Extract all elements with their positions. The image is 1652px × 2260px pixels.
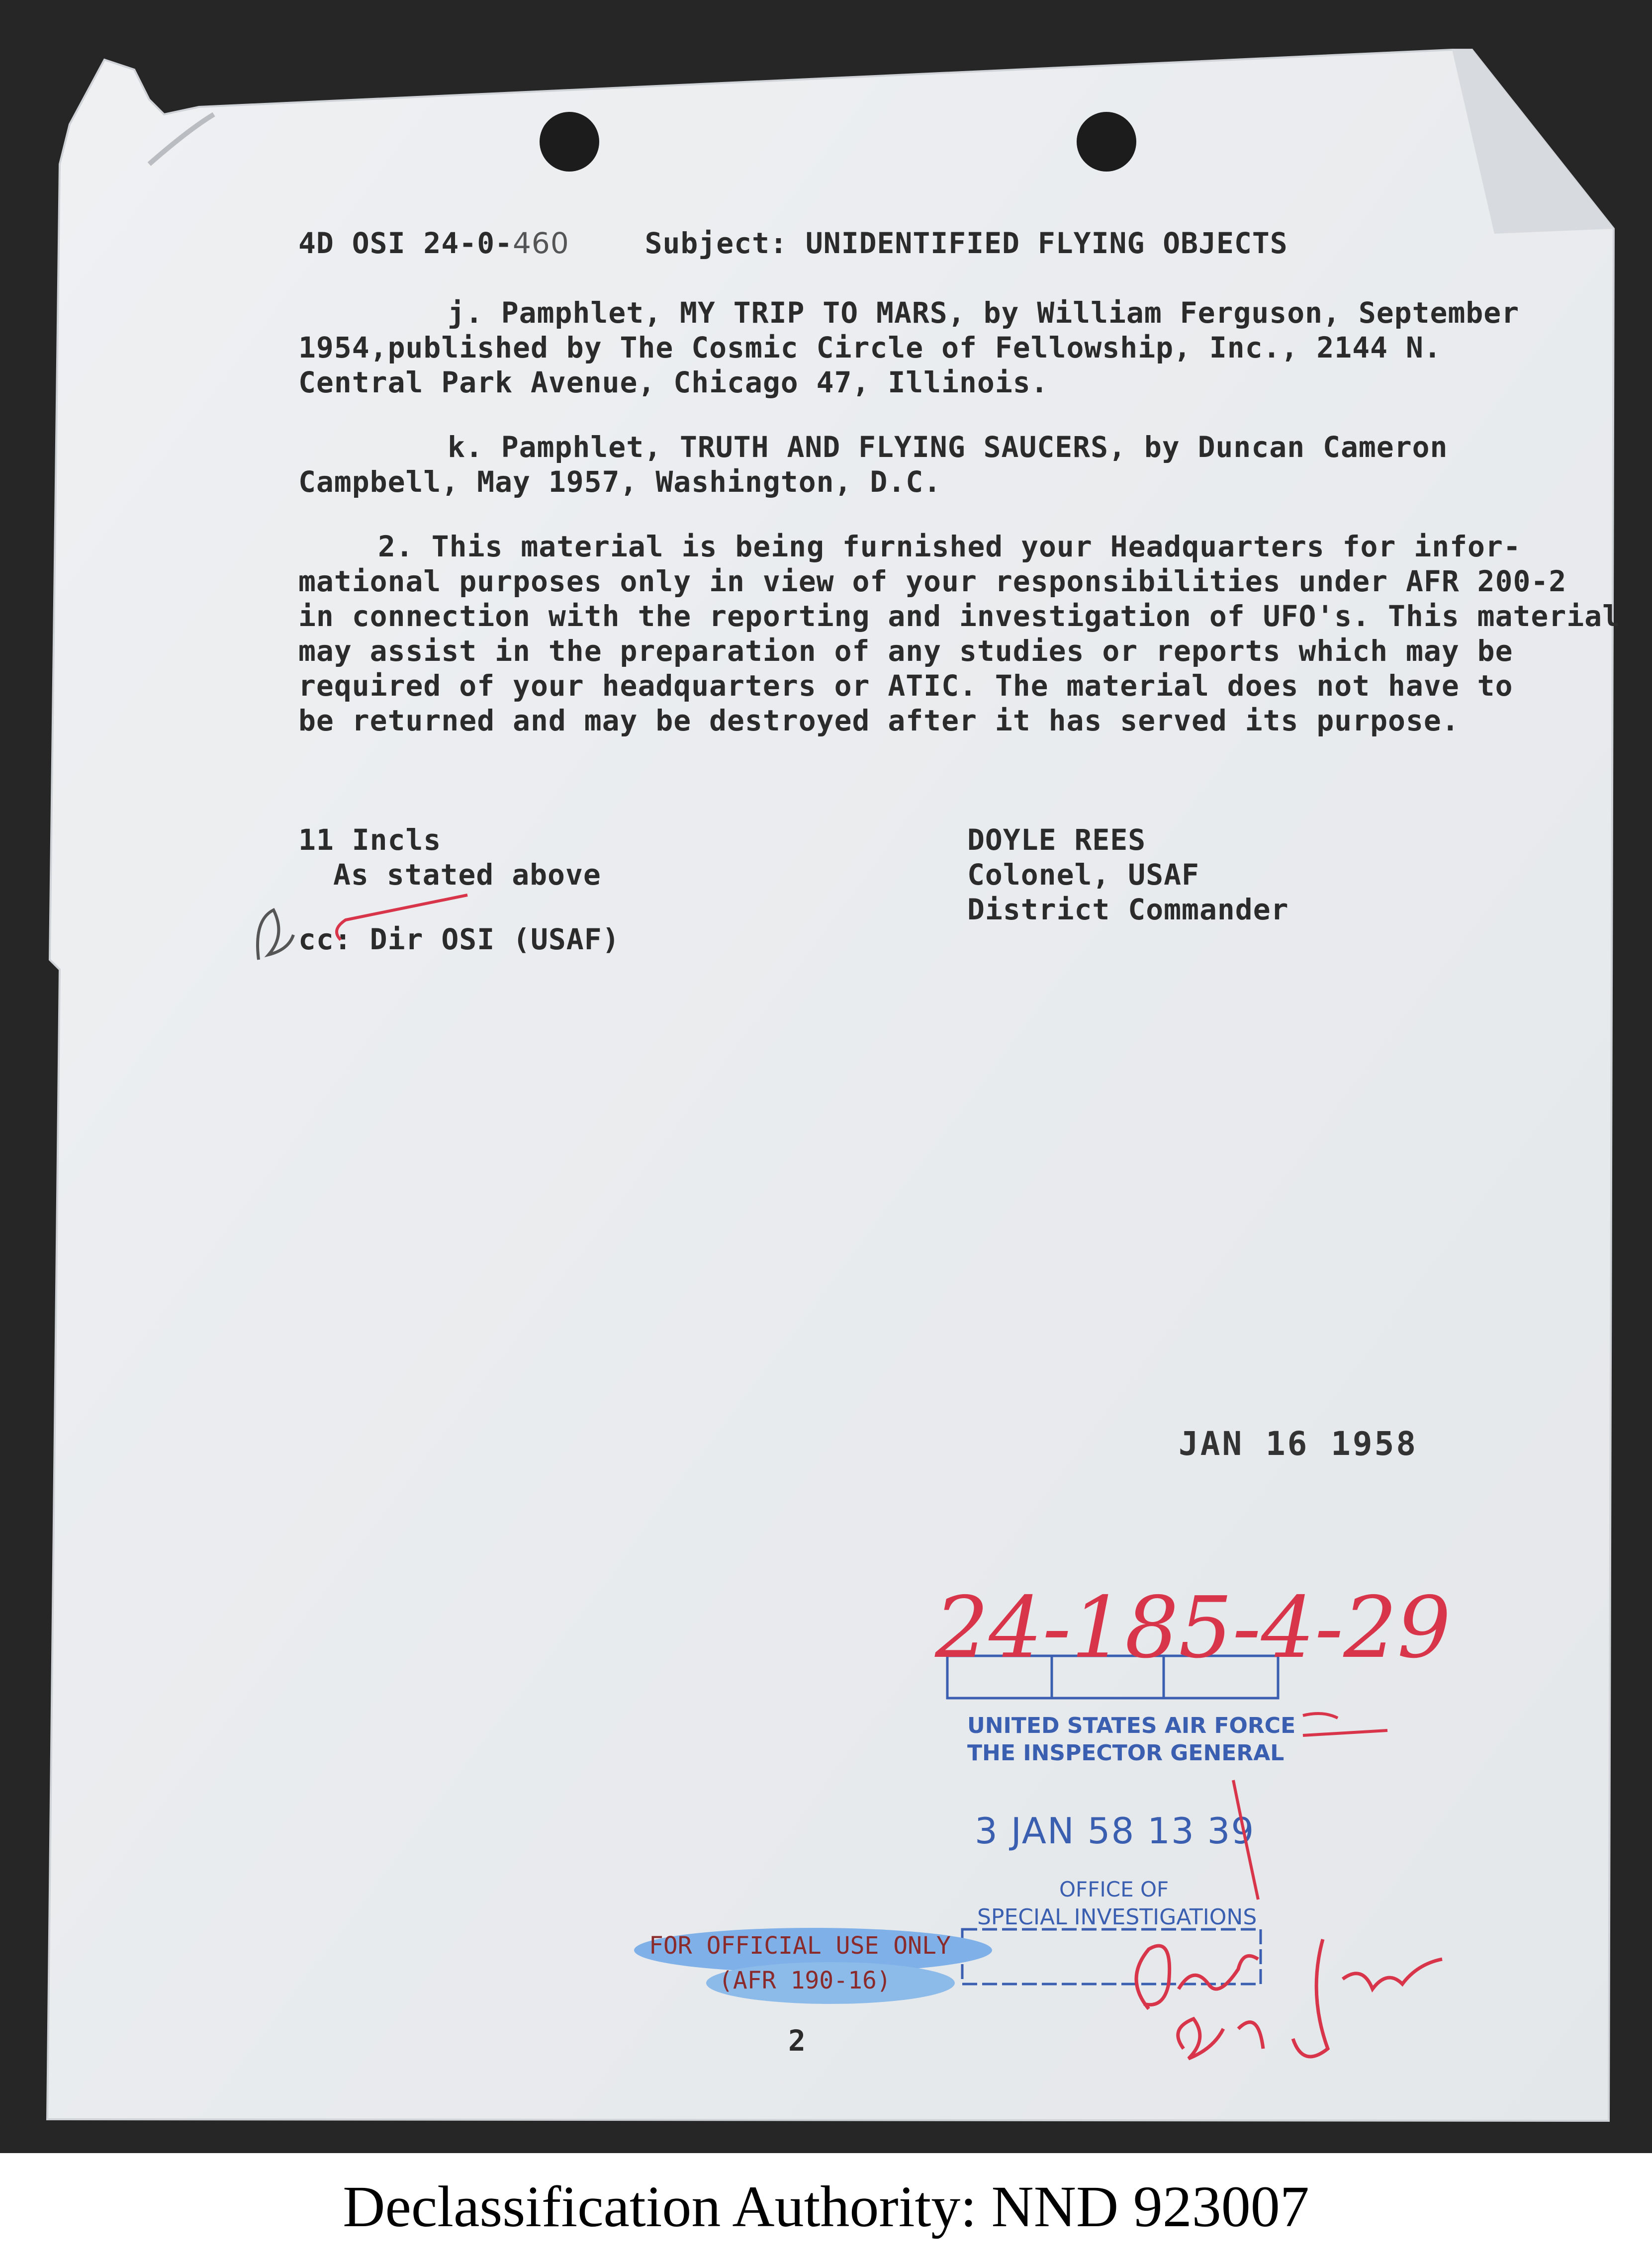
signature-title: District Commander [967, 893, 1289, 926]
page-number: 2 [788, 2024, 806, 2058]
paragraph-line: required of your headquarters or ATIC. The material does not have to [298, 669, 1513, 703]
paragraph-line: mational purposes only in view of your responsibilities under AFR 200-2 [298, 564, 1567, 598]
received-date-stamp: JAN 16 1958 [1179, 1425, 1418, 1463]
paragraph-line: j. Pamphlet, MY TRIP TO MARS, by William Ferguson, September [448, 296, 1520, 330]
inclosures-note: As stated above [333, 858, 601, 892]
file-reference-handwritten: 460 [513, 226, 569, 260]
carbon-copy: cc: Dir OSI (USAF) [298, 922, 620, 956]
paragraph-line: Central Park Avenue, Chicago 47, Illinois. [298, 365, 1049, 399]
paragraph-line: k. Pamphlet, TRUTH AND FLYING SAUCERS, by Duncan Cameron [448, 430, 1448, 464]
paragraph-line: may assist in the preparation of any studies or reports which may be [298, 634, 1513, 668]
handwritten-file-number: 24-185-4-29 [935, 1579, 1451, 1677]
paragraph-line: be returned and may be destroyed after it has served its purpose. [298, 704, 1460, 737]
punch-hole-left [540, 112, 599, 172]
signature-rank: Colonel, USAF [967, 858, 1199, 892]
osi-stamp-line1: OFFICE OF [1059, 1877, 1169, 1901]
paragraph-line: 1954,published by The Cosmic Circle of Fellowship, Inc., 2144 N. [298, 331, 1442, 364]
fouo-line2: (AFR 190-16) [719, 1967, 891, 1994]
paragraph-line: 2. This material is being furnished your Headquarters for infor- [378, 530, 1521, 563]
pen-check-marks [239, 890, 497, 980]
declassification-footer [0, 2153, 1652, 2260]
subject-label: Subject: [644, 226, 788, 260]
paragraph-line: in connection with the reporting and investigation of UFO's. This material [298, 599, 1621, 633]
signature-name: DOYLE REES [967, 823, 1146, 857]
handwritten-initials [1094, 1770, 1452, 2079]
received-time-stamp: 3 JAN 58 13 39 [975, 1810, 1255, 1852]
punch-hole-right [1077, 112, 1136, 172]
osi-stamp-line2: SPECIAL INVESTIGATIONS [977, 1904, 1257, 1930]
subject-value: UNIDENTIFIED FLYING OBJECTS [805, 226, 1288, 260]
fouo-line1: FOR OFFICIAL USE ONLY [649, 1932, 951, 1960]
usaf-stamp-line1: UNITED STATES AIR FORCE [967, 1713, 1296, 1738]
declassification-authority: Declassification Authority: NND 923007 [343, 2173, 1309, 2239]
file-reference-line [298, 226, 1288, 260]
red-dash-marks [1293, 1696, 1432, 1775]
file-reference: 4D OSI 24-0- [298, 226, 513, 260]
inclosures-count: 11 Incls [298, 823, 442, 857]
paragraph-line: Campbell, May 1957, Washington, D.C. [298, 465, 942, 499]
usaf-stamp-line2: THE INSPECTOR GENERAL [967, 1740, 1285, 1766]
